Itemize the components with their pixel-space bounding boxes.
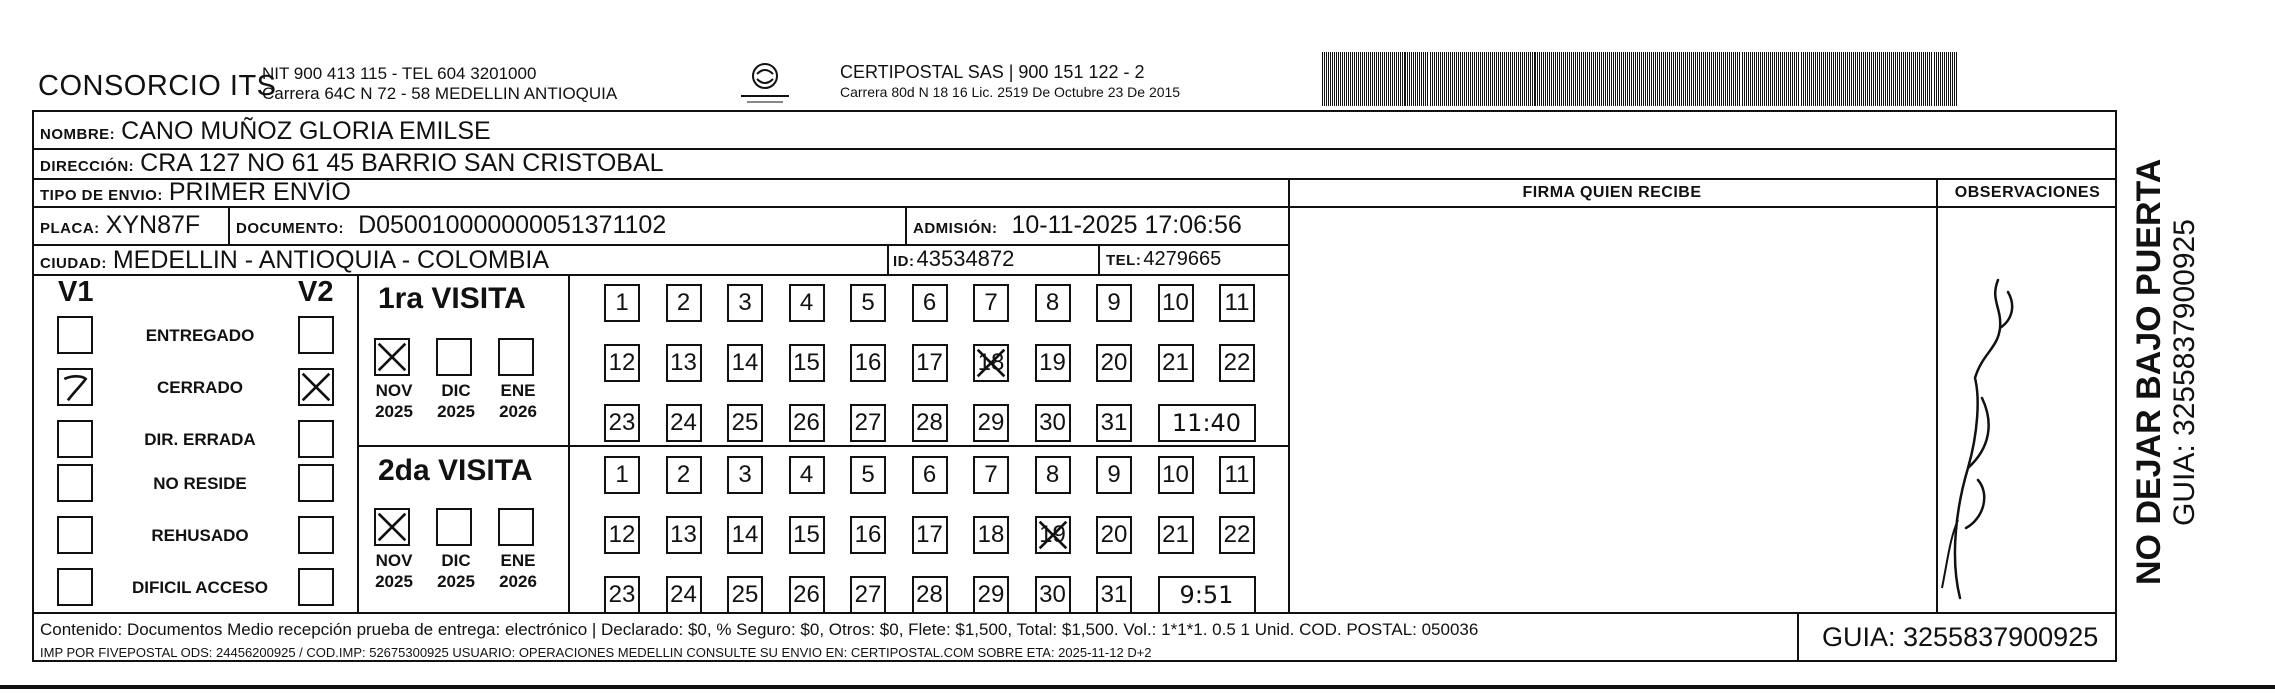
month-label [488, 380, 548, 422]
day-cell[interactable]: 18 [973, 516, 1009, 554]
placa-field [40, 211, 200, 240]
firma-header: FIRMA QUIEN RECIBE [1522, 184, 1702, 201]
month-label [426, 380, 486, 422]
day-cell[interactable]: 6 [912, 456, 948, 494]
footer-imp: IMP POR FIVEPOSTAL ODS: 24456200925 / COD.IMP: 52675300925 USUARIO: OPERACIONES MEDELLIN CONSULTE SU ENVIO EN: CERTIPOSTAL.COM SOBRE ETA: 2025-11-12 D+2 [40, 645, 1152, 660]
month-label [364, 550, 424, 592]
id-value: 43534872 [916, 246, 1015, 271]
status-label: REHUSADO [151, 526, 249, 545]
tel-label: TEL: [1106, 252, 1142, 269]
day-cell[interactable]: 29 [973, 576, 1009, 614]
day-cell[interactable]: 13 [666, 344, 702, 382]
day-cell[interactable]: 5 [850, 284, 886, 322]
month-label [426, 550, 486, 592]
day-cell[interactable]: 31 [1096, 576, 1132, 614]
tipo-label: TIPO DE ENVIO: [40, 187, 163, 204]
carrier-logo [735, 58, 795, 108]
col-divider [1797, 612, 1799, 662]
day-cell[interactable]: 2 [666, 284, 702, 322]
day-cell[interactable]: 25 [727, 576, 763, 614]
day-cell[interactable]: 5 [850, 456, 886, 494]
day-cell[interactable]: 16 [850, 344, 886, 382]
tipo-field [40, 178, 351, 207]
day-cell[interactable]: 18 [973, 344, 1009, 382]
day-cell[interactable]: 1 [604, 284, 640, 322]
day-cell[interactable]: 17 [912, 516, 948, 554]
no-dejar-bajo-puerta: NO DEJAR BAJO PUERTA [2130, 158, 2168, 585]
visit2-title: 2da VISITA [378, 454, 533, 487]
footer-guia: GUIA: 3255837900925 [1822, 622, 2099, 652]
day-cell[interactable]: 7 [973, 456, 1009, 494]
month-name: ENE [500, 551, 536, 570]
day-cell[interactable]: 23 [604, 576, 640, 614]
id-label: ID: [893, 253, 915, 270]
day-cell[interactable]: 11 [1219, 456, 1255, 494]
day-cell[interactable]: 3 [727, 456, 763, 494]
day-cell[interactable]: 9 [1096, 456, 1132, 494]
status-v2-checkbox[interactable] [298, 464, 334, 502]
col-divider [568, 274, 570, 612]
side-guia: GUIA: 3255837900925 [2168, 219, 2201, 526]
nombre-value: CANO MUÑOZ GLORIA EMILSE [121, 117, 491, 145]
company-name: CONSORCIO ITS [38, 70, 277, 102]
status-v2-checkbox[interactable] [298, 316, 334, 354]
time-cell[interactable]: 11:40 [1158, 404, 1256, 442]
day-cell[interactable]: 25 [727, 404, 763, 442]
day-cell[interactable]: 22 [1219, 516, 1255, 554]
month-checkbox[interactable] [374, 508, 410, 546]
month-checkbox[interactable] [436, 508, 472, 546]
day-cell[interactable]: 11 [1219, 284, 1255, 322]
nombre-label: NOMBRE: [40, 126, 116, 143]
month-year: 2026 [499, 572, 537, 591]
direccion-label: DIRECCIÓN: [40, 158, 135, 175]
day-cell[interactable]: 8 [1035, 456, 1071, 494]
carrier-name: CERTIPOSTAL SAS | 900 151 122 - 2 [840, 62, 1145, 82]
day-cell[interactable]: 24 [666, 404, 702, 442]
footer-contenido: Contenido: Documentos Medio recepción prueba de entrega: electrónico | Declarado: $0, % Seguro: $0, Otros: $0, Flete: $1,500, Total: $1,500. Vol.: 1*1*1. 0.5 1 Unid. COD. POSTAL: 050036 [40, 620, 1479, 639]
col-divider [228, 208, 230, 244]
col-divider [905, 208, 907, 244]
documento-label: DOCUMENTO: [236, 220, 345, 237]
day-cell[interactable]: 28 [912, 576, 948, 614]
day-cell[interactable]: 14 [727, 516, 763, 554]
day-cell[interactable]: 24 [666, 576, 702, 614]
day-cell[interactable]: 15 [789, 344, 825, 382]
admision-label: ADMISIÓN: [913, 220, 998, 237]
day-cell[interactable]: 22 [1219, 344, 1255, 382]
id-field [893, 246, 1014, 272]
v2-header: V2 [298, 276, 334, 308]
month-name: NOV [375, 381, 413, 400]
month-label [488, 550, 548, 592]
day-cell[interactable]: 26 [789, 404, 825, 442]
day-cell[interactable]: 21 [1158, 344, 1194, 382]
day-cell[interactable]: 26 [789, 576, 825, 614]
day-cell[interactable]: 12 [604, 344, 640, 382]
month-name: NOV [375, 551, 413, 570]
ciudad-value: MEDELLIN - ANTIOQUIA - COLOMBIA [112, 246, 550, 274]
month-year: 2026 [499, 402, 537, 421]
day-cell[interactable]: 19 [1035, 516, 1071, 554]
day-cell[interactable]: 28 [912, 404, 948, 442]
status-label: NO RESIDE [153, 474, 247, 493]
status-v1-checkbox[interactable] [57, 420, 93, 458]
month-checkbox[interactable] [436, 338, 472, 376]
day-cell[interactable]: 13 [666, 516, 702, 554]
day-cell[interactable]: 21 [1158, 516, 1194, 554]
time-cell[interactable]: 9:51 [1158, 576, 1256, 614]
direccion-field [40, 149, 664, 178]
day-cell[interactable]: 6 [912, 284, 948, 322]
day-cell[interactable]: 23 [604, 404, 640, 442]
month-name: DIC [441, 551, 471, 570]
day-cell[interactable]: 7 [973, 284, 1009, 322]
signature [1920, 258, 2030, 608]
day-cell[interactable]: 27 [850, 404, 886, 442]
status-v2-checkbox[interactable] [298, 420, 334, 458]
col-divider [1288, 178, 1290, 612]
nombre-field [40, 117, 491, 146]
status-label: DIR. ERRADA [144, 430, 256, 449]
admision-field [913, 211, 1242, 240]
month-year: 2025 [375, 572, 413, 591]
month-checkbox[interactable] [498, 508, 534, 546]
day-cell[interactable]: 10 [1158, 284, 1194, 322]
month-year: 2025 [437, 572, 475, 591]
observaciones-header: OBSERVACIONES [1954, 184, 2101, 201]
status-label: CERRADO [157, 378, 243, 397]
placa-value: XYN87F [105, 211, 201, 239]
month-checkbox[interactable] [498, 338, 534, 376]
month-year: 2025 [375, 402, 413, 421]
barcode [1322, 52, 1962, 106]
tipo-value: PRIMER ENVÍO [168, 178, 351, 206]
day-cell[interactable]: 19 [1035, 344, 1071, 382]
status-v1-checkbox[interactable] [57, 516, 93, 554]
day-cell[interactable]: 30 [1035, 404, 1071, 442]
visit1-title: 1ra VISITA [378, 282, 526, 315]
status-v2-checkbox[interactable] [298, 568, 334, 606]
month-label [364, 380, 424, 422]
carrier-address: Carrera 80d N 18 16 Lic. 2519 De Octubre 23 De 2015 [840, 84, 1181, 100]
day-cell[interactable]: 30 [1035, 576, 1071, 614]
tel-field [1106, 248, 1221, 271]
direccion-value: CRA 127 NO 61 45 BARRIO SAN CRISTOBAL [140, 149, 664, 177]
company-info [262, 64, 617, 104]
day-cell[interactable]: 10 [1158, 456, 1194, 494]
row-divider [32, 612, 2117, 614]
status-v2-checkbox[interactable] [298, 368, 334, 406]
placa-label: PLACA: [40, 220, 100, 237]
month-year: 2025 [437, 402, 475, 421]
day-cell[interactable]: 31 [1096, 404, 1132, 442]
ciudad-field [40, 246, 549, 275]
status-v2-checkbox[interactable] [298, 516, 334, 554]
day-cell[interactable]: 4 [789, 284, 825, 322]
day-cell[interactable]: 2 [666, 456, 702, 494]
status-v1-checkbox[interactable] [57, 464, 93, 502]
day-cell[interactable]: 1 [604, 456, 640, 494]
status-label: ENTREGADO [145, 326, 255, 345]
day-cell[interactable]: 17 [912, 344, 948, 382]
col-divider [887, 244, 889, 274]
col-divider [1098, 244, 1100, 274]
documento-value: D050010000000051371102 [358, 211, 667, 239]
v1-header: V1 [58, 276, 94, 308]
status-v1-checkbox[interactable] [57, 316, 93, 354]
col-divider [357, 274, 359, 612]
day-cell[interactable]: 3 [727, 284, 763, 322]
address-line: Carrera 64C N 72 - 58 MEDELLIN ANTIOQUIA [262, 84, 618, 103]
day-cell[interactable]: 8 [1035, 284, 1071, 322]
carrier-info [840, 62, 1180, 102]
month-name: ENE [500, 381, 536, 400]
day-cell[interactable]: 27 [850, 576, 886, 614]
month-checkbox[interactable] [374, 338, 410, 376]
day-cell[interactable]: 14 [727, 344, 763, 382]
day-cell[interactable]: 9 [1096, 284, 1132, 322]
day-cell[interactable]: 20 [1096, 344, 1132, 382]
month-name: DIC [441, 381, 471, 400]
bottom-rule [0, 685, 2275, 689]
day-cell[interactable]: 12 [604, 516, 640, 554]
status-label: DIFICIL ACCESO [131, 578, 268, 597]
day-cell[interactable]: 29 [973, 404, 1009, 442]
status-v1-checkbox[interactable] [57, 568, 93, 606]
row-divider [357, 445, 1288, 447]
day-cell[interactable]: 16 [850, 516, 886, 554]
row-divider [1288, 206, 2117, 208]
ciudad-label: CIUDAD: [40, 255, 107, 272]
day-cell[interactable]: 15 [789, 516, 825, 554]
nit-line: NIT 900 413 115 - TEL 604 3201000 [262, 64, 537, 83]
documento-field [236, 211, 666, 240]
tel-value: 4279665 [1143, 248, 1222, 270]
admision-value: 10-11-2025 17:06:56 [1011, 211, 1242, 239]
status-v1-checkbox[interactable] [57, 368, 93, 406]
day-cell[interactable]: 4 [789, 456, 825, 494]
day-cell[interactable]: 20 [1096, 516, 1132, 554]
